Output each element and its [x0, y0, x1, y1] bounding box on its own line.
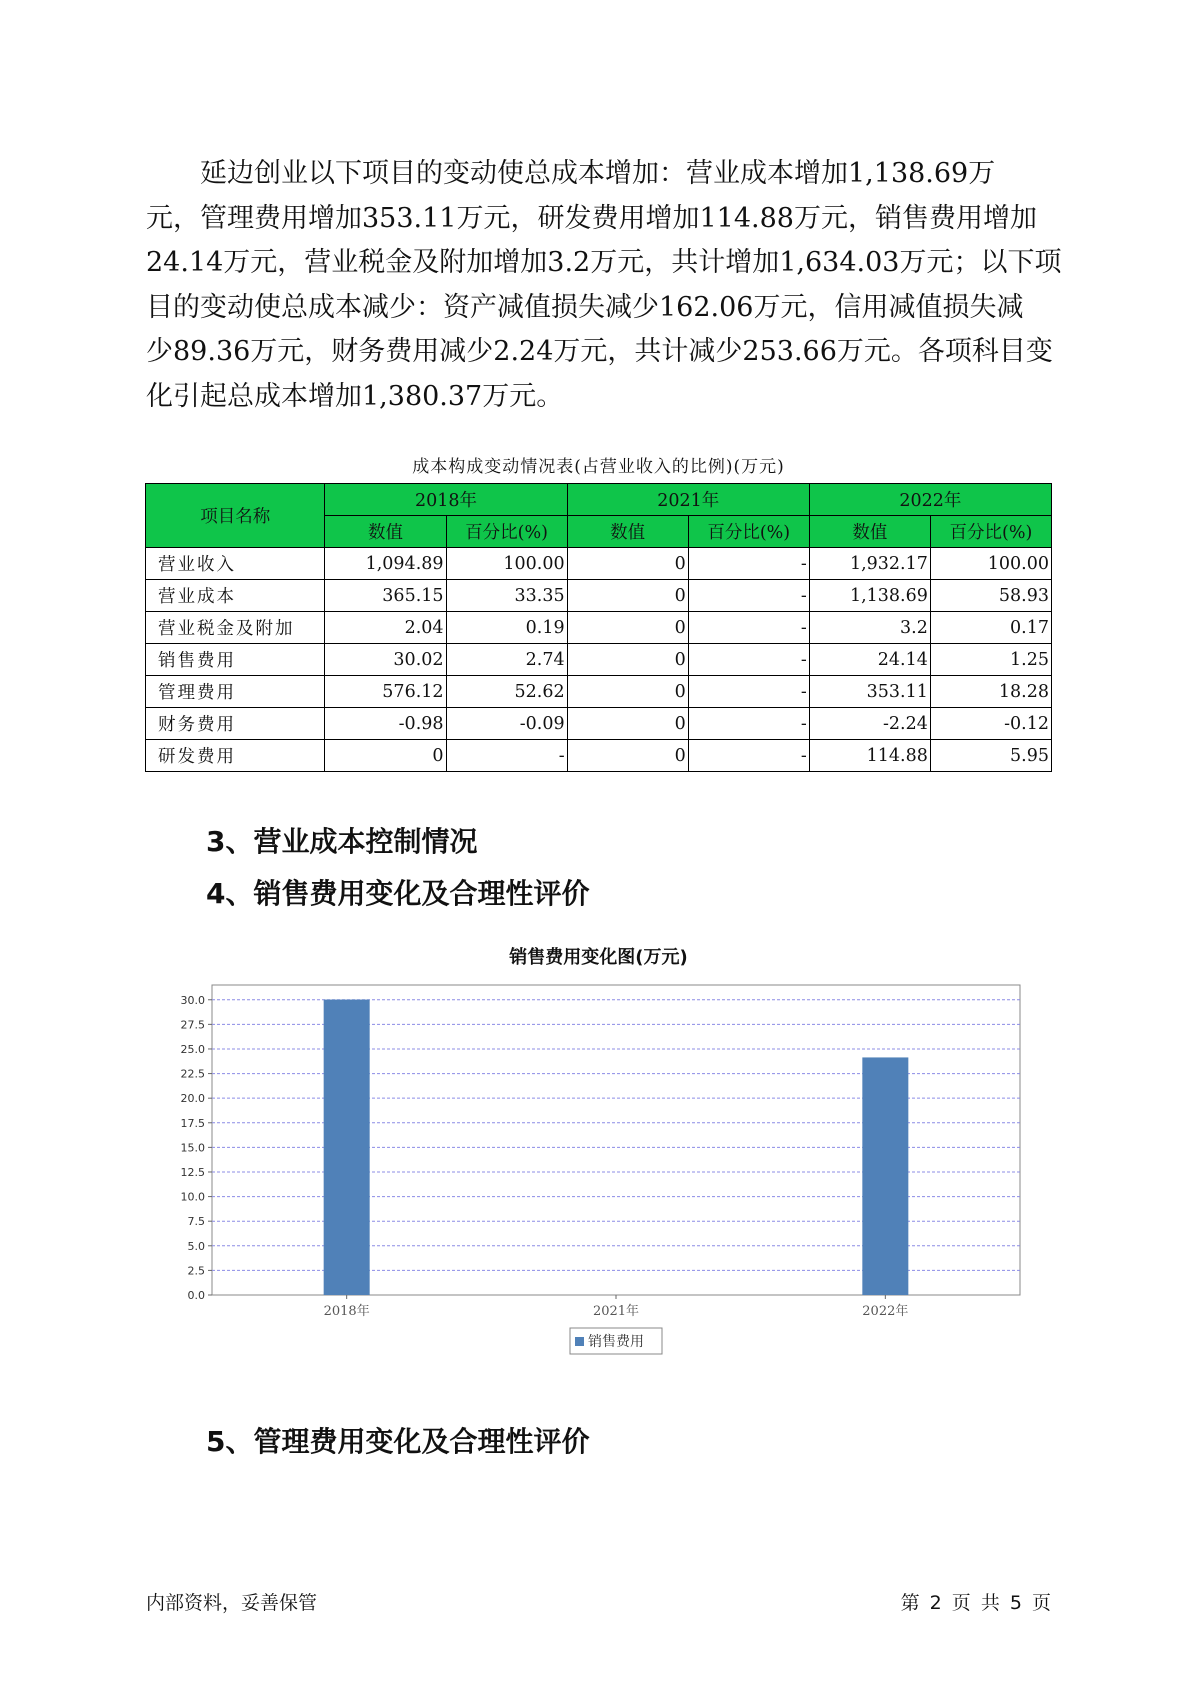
table-row — [146, 580, 1052, 612]
table-cell: - — [688, 612, 809, 644]
table-cell: 3.2 — [809, 612, 930, 644]
column-header-year: 2018年 — [325, 484, 567, 516]
y-tick-label: 10.0 — [180, 1190, 205, 1204]
column-header-percent: 百分比(%) — [930, 516, 1051, 548]
column-header-value: 数值 — [567, 516, 688, 548]
table-cell: -0.09 — [446, 708, 567, 740]
table-row — [146, 676, 1052, 708]
column-header-value: 数值 — [809, 516, 930, 548]
table-row — [146, 612, 1052, 644]
column-header-name: 项目名称 — [146, 484, 325, 548]
row-label: 财务费用 — [146, 708, 325, 740]
table-cell: - — [688, 676, 809, 708]
table-cell: 0 — [567, 644, 688, 676]
x-tick-label: 2022年 — [862, 1304, 909, 1319]
table-row — [146, 740, 1052, 772]
row-label: 销售费用 — [146, 644, 325, 676]
table-cell: - — [688, 580, 809, 612]
x-tick-label: 2021年 — [592, 1304, 640, 1319]
table-cell: 24.14 — [809, 644, 930, 676]
table-cell: - — [446, 740, 567, 772]
table-cell: 5.95 — [930, 740, 1051, 772]
table-cell: 58.93 — [930, 580, 1051, 612]
y-tick-label: 22.5 — [180, 1067, 205, 1081]
table-cell: 0 — [567, 580, 688, 612]
column-header-year: 2022年 — [809, 484, 1051, 516]
table-cell: -2.24 — [809, 708, 930, 740]
table-cell: 2.04 — [325, 612, 446, 644]
y-tick-label: 30.0 — [180, 993, 205, 1007]
table-cell: 100.00 — [930, 548, 1051, 580]
table-cell: 18.28 — [930, 676, 1051, 708]
table-cell: 1,094.89 — [325, 548, 446, 580]
column-header-year: 2021年 — [567, 484, 809, 516]
table-cell: 0 — [567, 740, 688, 772]
row-label: 研发费用 — [146, 740, 325, 772]
table-cell: 0 — [567, 548, 688, 580]
y-tick-label: 17.5 — [180, 1116, 205, 1130]
table-cell: 100.00 — [446, 548, 567, 580]
table-cell: 0 — [567, 676, 688, 708]
table-cell: 0 — [325, 740, 446, 772]
column-header-percent: 百分比(%) — [688, 516, 809, 548]
table-cell: 0.17 — [930, 612, 1051, 644]
table-cell: - — [688, 708, 809, 740]
section-heading-4: 4、销售费用变化及合理性评价 — [206, 877, 590, 910]
bar — [862, 1057, 908, 1295]
y-tick-label: 12.5 — [180, 1165, 205, 1179]
table-cell: 52.62 — [446, 676, 567, 708]
y-tick-label: 27.5 — [180, 1018, 205, 1032]
table-cell: -0.12 — [930, 708, 1051, 740]
table-cell: 30.02 — [325, 644, 446, 676]
table-cell: 2.74 — [446, 644, 567, 676]
table-cell: 1.25 — [930, 644, 1051, 676]
table-cell: 0 — [567, 612, 688, 644]
table-cell: 114.88 — [809, 740, 930, 772]
legend-swatch — [575, 1337, 584, 1346]
section-heading-5: 5、管理费用变化及合理性评价 — [206, 1425, 590, 1458]
footer-confidential: 内部资料，妥善保管 — [146, 1592, 318, 1614]
table-cell: 1,932.17 — [809, 548, 930, 580]
legend-label: 销售费用 — [588, 1334, 644, 1350]
paragraph-line: 元，管理费用增加353.11万元，研发费用增加114.88万元，销售费用增加 — [146, 202, 1037, 234]
row-label: 营业收入 — [146, 548, 325, 580]
table-cell: 365.15 — [325, 580, 446, 612]
table-caption: 成本构成变动情况表(占营业收入的比例)(万元) — [412, 457, 785, 477]
y-tick-label: 20.0 — [180, 1092, 205, 1106]
x-tick-label: 2018年 — [323, 1304, 370, 1319]
paragraph-line: 24.14万元，营业税金及附加增加3.2万元，共计增加1,634.03万元；以下项 — [146, 247, 1062, 278]
y-tick-label: 0.0 — [187, 1289, 205, 1302]
chart-title: 销售费用变化图(万元) — [509, 947, 688, 968]
column-header-percent: 百分比(%) — [446, 516, 567, 548]
table-cell: -0.98 — [325, 708, 446, 740]
table-row — [146, 548, 1052, 580]
paragraph-line: 化引起总成本增加1,380.37万元。 — [146, 380, 564, 412]
table-cell: 33.35 — [446, 580, 567, 612]
bar — [324, 1000, 370, 1295]
table-cell: 353.11 — [809, 676, 930, 708]
table-cell: - — [688, 548, 809, 580]
table-cell: - — [688, 644, 809, 676]
y-tick-label: 2.5 — [187, 1264, 205, 1278]
y-tick-label: 5.0 — [187, 1239, 205, 1253]
analysis-paragraph — [146, 152, 1062, 419]
paragraph-line: 延边创业以下项目的变动使总成本增加：营业成本增加1,138.69万 — [200, 158, 996, 189]
row-label: 营业税金及附加 — [146, 612, 325, 644]
table-cell: 0 — [567, 708, 688, 740]
column-header-value: 数值 — [325, 516, 446, 548]
y-tick-label: 7.5 — [187, 1215, 205, 1229]
table-cell: 0.19 — [446, 612, 567, 644]
table-cell: 576.12 — [325, 676, 446, 708]
sales-expense-bar-chart — [160, 975, 1040, 1395]
table-cell: - — [688, 740, 809, 772]
footer-page-number: 第 2 页 共 5 页 — [900, 1592, 1051, 1614]
row-label: 管理费用 — [146, 676, 325, 708]
row-label: 营业成本 — [146, 580, 325, 612]
table-body — [146, 548, 1052, 772]
table-row — [146, 708, 1052, 740]
paragraph-line: 少89.36万元，财务费用减少2.24万元，共计减少253.66万元。各项科目变 — [146, 336, 1053, 367]
paragraph-line: 目的变动使总成本减少：资产减值损失减少162.06万元，信用减值损失减 — [146, 291, 1024, 323]
table-row — [146, 644, 1052, 676]
section-heading-3: 3、营业成本控制情况 — [206, 825, 478, 858]
table-cell: 1,138.69 — [809, 580, 930, 612]
cost-structure-table — [145, 483, 1052, 772]
y-tick-label: 15.0 — [180, 1141, 205, 1155]
y-tick-label: 25.0 — [180, 1042, 205, 1056]
